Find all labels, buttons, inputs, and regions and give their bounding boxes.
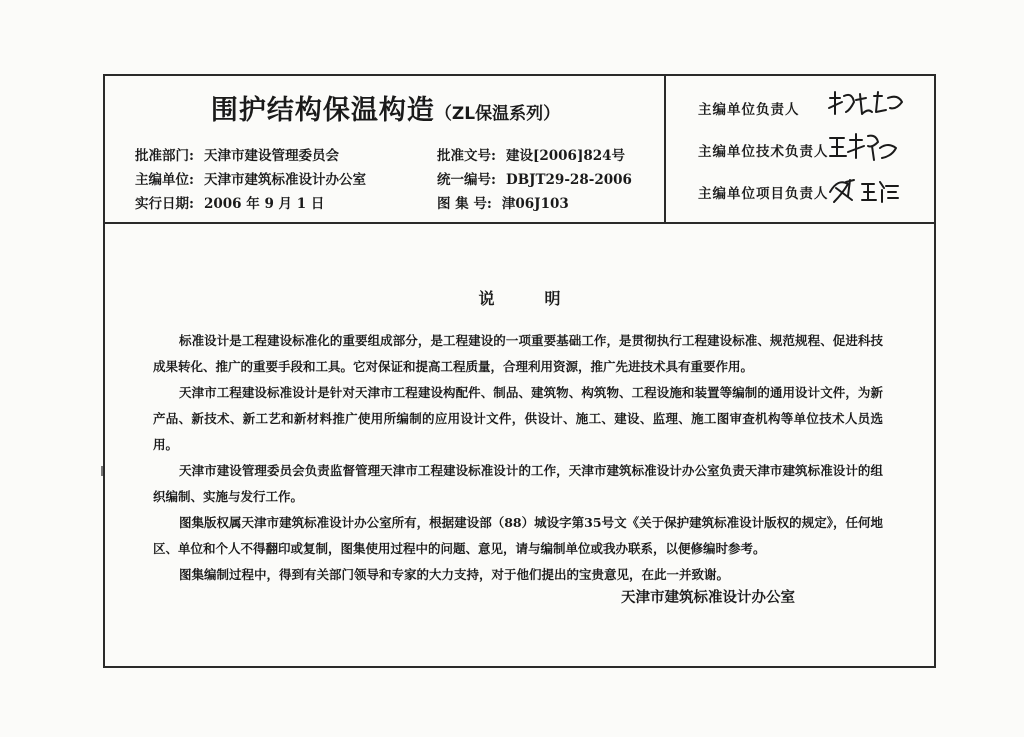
approval-dept xyxy=(135,144,339,164)
issuing-office: 天津市建筑标准设计办公室 xyxy=(621,590,795,606)
unified-code xyxy=(437,168,632,188)
approval-dept-value: 天津市建设管理委员会 xyxy=(203,148,339,164)
title-row xyxy=(105,88,666,127)
project-head-label: 主编单位项目负责人 xyxy=(698,186,829,202)
editor-unit-label: 主编单位: xyxy=(135,172,194,188)
unit-head-signature xyxy=(826,88,906,122)
margin-mark xyxy=(101,466,103,476)
approval-doc xyxy=(437,144,625,164)
effective-date-label: 实行日期: xyxy=(135,196,194,212)
approval-doc-value: 建设[2006]824号 xyxy=(505,148,626,164)
project-head-signature xyxy=(826,174,906,208)
effective-date-value: 2006 年 9 月 1 日 xyxy=(203,196,325,212)
unified-code-label: 统一编号: xyxy=(437,172,496,188)
technical-head-signature xyxy=(826,130,906,164)
document-title: 围护结构保温构造 xyxy=(210,95,435,126)
explanation-section xyxy=(105,224,934,666)
paragraph: 图集版权属天津市建筑标准设计办公室所有，根据建设部（88）城设字第35号文《关于保护建筑标准设计版权的规定》，任何地区、单位和个人不得翻印或复制，图集使用过程中的问题、意见，请与编制单位或我办联系，以便修编时参考。 xyxy=(153,515,883,556)
atlas-code-label: 图 集 号: xyxy=(437,196,492,212)
atlas-code-value: 津06J103 xyxy=(501,196,569,212)
unified-code-value: DBJT29-28-2006 xyxy=(505,172,632,188)
technical-head-label: 主编单位技术负责人 xyxy=(698,144,829,160)
unit-head-label: 主编单位负责人 xyxy=(698,102,800,118)
atlas-code xyxy=(437,192,569,212)
document-subtitle: （ZL保温系列） xyxy=(434,104,561,124)
responsible-persons xyxy=(666,76,936,222)
paragraph: 天津市工程建设标准设计是针对天津市工程建设构配件、制品、建筑物、构筑物、工程设施和装置等编制的通用设计文件，为新产品、新技术、新工艺和新材料推广使用所编制的应用设计文件，供设计、施工、建设、监理、施工图审查机构等单位技术人员选用。 xyxy=(153,385,883,452)
editor-unit-value: 天津市建筑标准设计办公室 xyxy=(203,172,366,188)
editor-unit xyxy=(135,168,366,188)
title-block xyxy=(105,76,934,224)
drawing-sheet xyxy=(103,74,936,668)
paragraph: 标准设计是工程建设标准化的重要组成部分，是工程建设的一项重要基础工作，是贯彻执行工程建设标准、规范规程、促进科技成果转化、推广的重要手段和工具。它对保证和提高工程质量，合理利用资源，推广先进技术具有重要作用。 xyxy=(153,333,883,374)
paragraph: 图集编制过程中，得到有关部门领导和专家的大力支持，对于他们提出的宝贵意见，在此一并致谢。 xyxy=(179,567,730,582)
paragraph: 天津市建设管理委员会负责监督管理天津市工程建设标准设计的工作，天津市建筑标准设计办公室负责天津市建筑标准设计的组织编制、实施与发行工作。 xyxy=(153,463,883,504)
section-heading: 说明 xyxy=(478,289,611,308)
approval-doc-label: 批准文号: xyxy=(437,148,496,164)
effective-date xyxy=(135,192,324,212)
approval-dept-label: 批准部门: xyxy=(135,148,194,164)
title-block-left xyxy=(105,76,666,222)
explanation-paragraphs xyxy=(153,328,883,588)
